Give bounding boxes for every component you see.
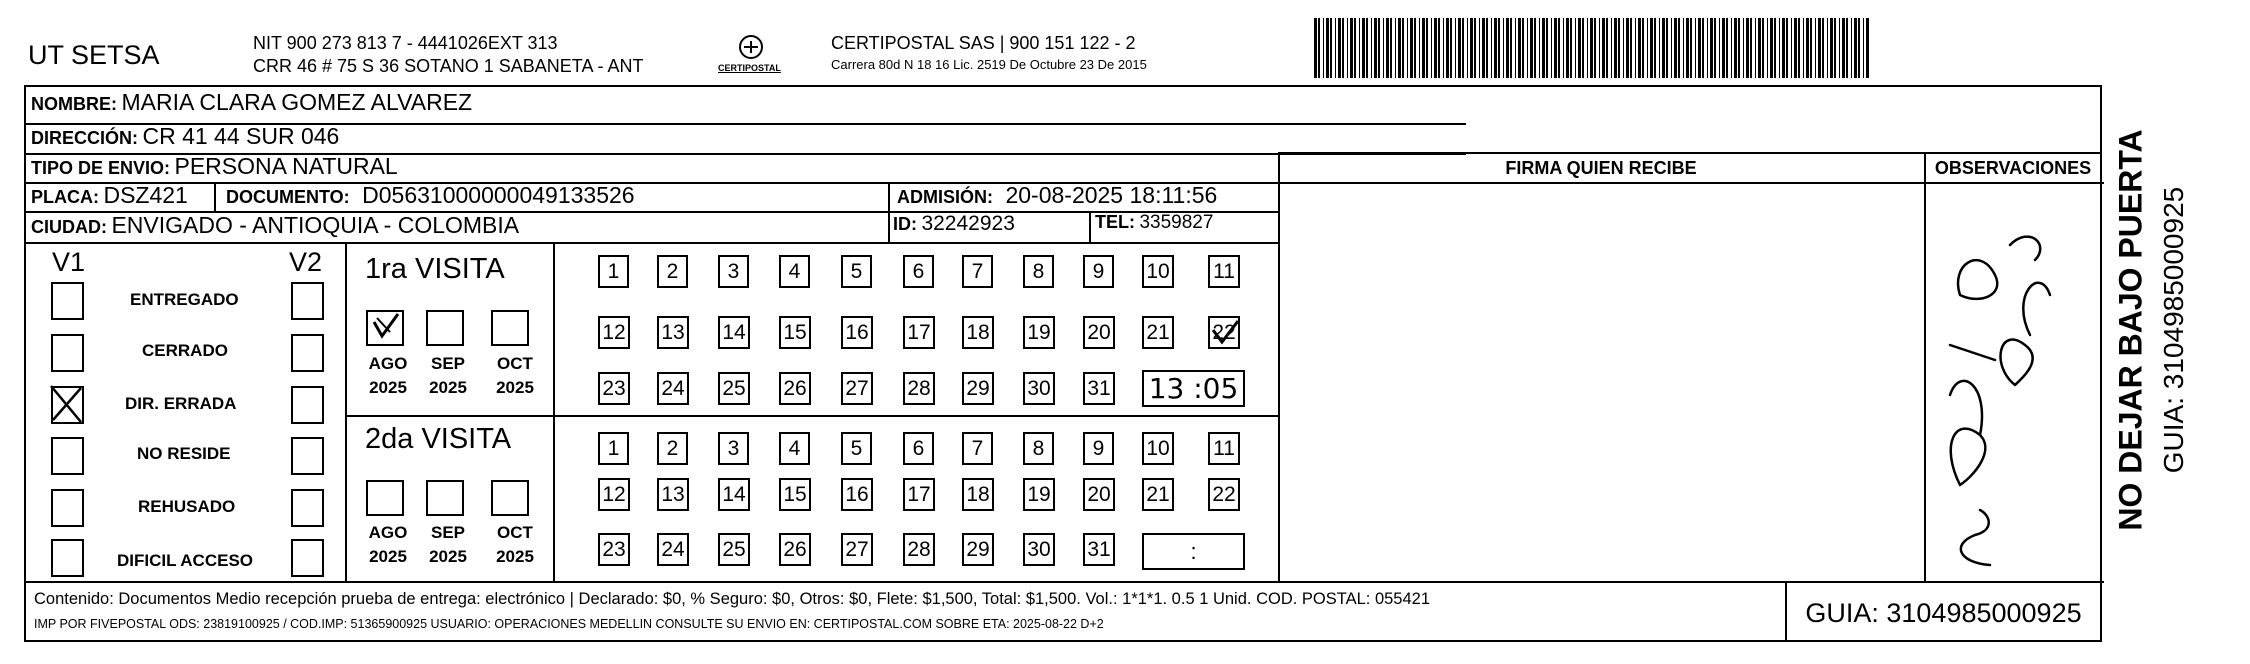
direccion-value: CR 41 44 SUR 046 (142, 123, 340, 149)
barcode-bar (1803, 18, 1804, 78)
barcode-bar (1770, 18, 1773, 78)
barcode-bar (1443, 18, 1444, 78)
v1-cerrado-checkbox[interactable] (51, 334, 84, 372)
tel-row (1095, 212, 1213, 234)
id-row (893, 212, 1015, 236)
first-visit-day-30[interactable]: 30 (1023, 372, 1055, 405)
barcode-bar (1846, 18, 1848, 78)
second-month-ago: AGO (368, 523, 408, 542)
tipo-value: PERSONA NATURAL (174, 153, 398, 179)
status-dir-errada: DIR. ERRADA (125, 394, 237, 413)
barcode-bar (1482, 18, 1485, 78)
first-month-sep: SEP (430, 354, 466, 373)
ciudad-row (31, 212, 519, 239)
address-line: CRR 46 # 75 S 36 SOTANO 1 SABANETA - ANT (253, 56, 644, 76)
direccion-row (31, 123, 339, 150)
certipostal-line: CERTIPOSTAL SAS | 900 151 122 - 2 (831, 33, 1136, 53)
status-no-reside: NO RESIDE (137, 444, 231, 463)
first-visit-day-19[interactable]: 19 (1023, 316, 1055, 349)
barcode-bar (1602, 18, 1605, 78)
barcode-bar (1650, 18, 1653, 78)
license-line: Carrera 80d N 18 16 Lic. 2519 De Octubre 23 De 2015 (831, 57, 1147, 72)
first-visit-time: 13 :05 (1148, 372, 1239, 405)
barcode-bar (1323, 18, 1324, 78)
v2-entregado-checkbox[interactable] (291, 282, 324, 320)
first-year-ago: 2025 (369, 378, 407, 397)
nombre-row (31, 89, 472, 116)
barcode-bar (1494, 18, 1497, 78)
second-visit-month-ago-checkbox[interactable] (366, 480, 404, 516)
barcode-bar (1635, 18, 1636, 78)
barcode-bar (1479, 18, 1480, 78)
admision-label: ADMISIÓN: (897, 187, 993, 207)
second-visit-title: 2da VISITA (365, 423, 512, 455)
second-visit-day-14[interactable]: 14 (718, 478, 750, 511)
second-visit-day-2[interactable]: 2 (657, 432, 688, 465)
direccion-label: DIRECCIÓN: (31, 128, 138, 148)
barcode-bar (1410, 18, 1413, 78)
barcode-bar (1791, 18, 1792, 78)
barcode-bar (1750, 18, 1752, 78)
second-visit-day-25[interactable]: 25 (718, 533, 750, 566)
barcode-bar (1794, 18, 1797, 78)
status-dificil-acceso: DIFICIL ACCESO (117, 551, 254, 570)
barcode-bar (1798, 18, 1800, 78)
barcode-bar (1419, 18, 1420, 78)
barcode-bar (1530, 18, 1533, 78)
barcode-bar (1854, 18, 1857, 78)
second-visit-day-18[interactable]: 18 (962, 478, 994, 511)
second-visit-month-sep-checkbox[interactable] (426, 480, 464, 516)
second-visit-day-29[interactable]: 29 (962, 533, 994, 566)
barcode-bar (1578, 18, 1581, 78)
first-visit-day-22[interactable] (1208, 316, 1240, 349)
first-year-sep: 2025 (429, 378, 467, 397)
second-visit-day-20[interactable]: 20 (1083, 478, 1115, 511)
barcode-bar (1455, 18, 1456, 78)
v2-dir-errada-checkbox[interactable] (291, 386, 324, 424)
placa-row (31, 182, 188, 209)
barcode-bar (1671, 18, 1672, 78)
barcode-bar (1498, 18, 1500, 78)
barcode-bar (1758, 18, 1761, 78)
barcode-bar (1386, 18, 1389, 78)
first-visit-day-12[interactable]: 12 (598, 316, 630, 349)
second-visit-day-26[interactable]: 26 (779, 533, 811, 566)
first-visit-day-25[interactable]: 25 (718, 372, 750, 405)
barcode-bar (1606, 18, 1608, 78)
documento-value: D05631000000049133526 (362, 182, 635, 208)
barcode-bar (1503, 18, 1504, 78)
barcode-bar (1638, 18, 1641, 78)
barcode-bar (1666, 18, 1668, 78)
barcode-bar (1839, 18, 1840, 78)
observaciones-header: OBSERVACIONES (1934, 158, 2092, 178)
second-month-oct: OCT (497, 523, 533, 542)
second-year-sep: 2025 (429, 547, 467, 566)
second-visit-day-12[interactable]: 12 (598, 478, 630, 511)
first-visit-month-sep-checkbox[interactable] (426, 310, 464, 346)
first-visit-day-1[interactable]: 1 (598, 255, 629, 288)
first-visit-day-8[interactable]: 8 (1023, 255, 1054, 288)
first-visit-day-21[interactable]: 21 (1142, 316, 1174, 349)
barcode-bar (1342, 18, 1344, 78)
placa-label: PLACA: (31, 187, 99, 207)
barcode-bar (1371, 18, 1372, 78)
barcode-bar (1594, 18, 1596, 78)
barcode-bar (1491, 18, 1492, 78)
barcode-bar (1314, 18, 1317, 78)
second-visit-day-4[interactable]: 4 (779, 432, 810, 465)
barcode-bar (1686, 18, 1689, 78)
v2-dificil-acceso-checkbox[interactable] (291, 539, 324, 577)
first-visit-day-10[interactable]: 10 (1142, 255, 1174, 288)
barcode-bar (1587, 18, 1588, 78)
first-visit-day-4[interactable]: 4 (779, 255, 810, 288)
barcode-bar (1335, 18, 1336, 78)
barcode-bar (1518, 18, 1521, 78)
barcode-bar (1674, 18, 1677, 78)
barcode-bar (1462, 18, 1464, 78)
barcode-bar (1810, 18, 1812, 78)
barcode-bar (1858, 18, 1860, 78)
barcode-bar (1510, 18, 1512, 78)
barcode-bar (1527, 18, 1528, 78)
v1-dir-errada-checkbox[interactable] (51, 386, 84, 424)
x-mark-icon (49, 384, 82, 422)
v2-no-reside-checkbox[interactable] (291, 437, 324, 475)
second-visit-day-19[interactable]: 19 (1023, 478, 1055, 511)
barcode-bar (1623, 18, 1624, 78)
second-visit-day-17[interactable]: 17 (903, 478, 935, 511)
barcode-bar (1806, 18, 1809, 78)
second-visit-day-28[interactable]: 28 (903, 533, 935, 566)
first-visit-day-7[interactable]: 7 (962, 255, 993, 288)
barcode-bar (1642, 18, 1644, 78)
second-visit-day-24[interactable]: 24 (657, 533, 689, 566)
v1-entregado-checkbox[interactable] (51, 282, 84, 320)
first-visit-day-26[interactable]: 26 (779, 372, 811, 405)
barcode-bar (1842, 18, 1845, 78)
v2-cerrado-checkbox[interactable] (291, 334, 324, 372)
tipo-row (31, 153, 398, 180)
placa-value: DSZ421 (103, 182, 188, 208)
second-visit-day-30[interactable]: 30 (1023, 533, 1055, 566)
second-visit-day-3[interactable]: 3 (718, 432, 749, 465)
imp-line: IMP POR FIVEPOSTAL ODS: 23819100925 / COD.IMP: 51365900925 USUARIO: OPERACIONES MEDELLIN CONSULTE SU ENVIO EN: CERTIPOSTAL.COM SOBRE ETA: 2025-08-22 D+2 (34, 617, 1104, 631)
first-visit-day-27[interactable]: 27 (841, 372, 873, 405)
barcode-bar (1863, 18, 1864, 78)
barcode-bar (1446, 18, 1449, 78)
barcode-bar (1611, 18, 1612, 78)
second-visit-day-31[interactable]: 31 (1083, 533, 1115, 566)
barcode-bar (1426, 18, 1428, 78)
documento-label: DOCUMENTO: (226, 187, 350, 207)
barcode-bar (1551, 18, 1552, 78)
first-visit-day-6[interactable]: 6 (903, 255, 934, 288)
certipostal-logo (706, 33, 796, 81)
second-visit-time-box[interactable] (1142, 533, 1245, 570)
first-month-oct: OCT (497, 354, 533, 373)
certipostal-logo-text: CERTIPOSTAL (718, 63, 781, 73)
first-visit-day-5[interactable]: 5 (841, 255, 872, 288)
second-visit-day-5[interactable]: 5 (841, 432, 872, 465)
barcode-bar (1866, 18, 1869, 78)
second-visit-day-13[interactable]: 13 (657, 478, 689, 511)
firma-header: FIRMA QUIEN RECIBE (1505, 158, 1697, 178)
barcode-bar (1539, 18, 1540, 78)
v1-dificil-acceso-checkbox[interactable] (51, 539, 84, 577)
barcode-bar (1782, 18, 1785, 78)
barcode-bar (1378, 18, 1380, 78)
tel-value: 3359827 (1139, 212, 1214, 233)
first-visit-day-18[interactable]: 18 (962, 316, 994, 349)
v1-rehusado-checkbox[interactable] (51, 489, 84, 527)
id-value: 32242923 (921, 212, 1015, 235)
barcode-bar (1678, 18, 1680, 78)
barcode-bar (1554, 18, 1557, 78)
ciudad-label: CIUDAD: (31, 217, 107, 237)
second-visit-day-11[interactable]: 11 (1208, 432, 1240, 465)
barcode-bar (1542, 18, 1545, 78)
second-visit-day-9[interactable]: 9 (1083, 432, 1114, 465)
barcode-bar (1582, 18, 1584, 78)
barcode-bar (1746, 18, 1749, 78)
second-visit-day-23[interactable]: 23 (598, 533, 630, 566)
barcode-bar (1398, 18, 1401, 78)
barcode-bar (1738, 18, 1740, 78)
barcode-bar (1710, 18, 1713, 78)
status-entregado: ENTREGADO (130, 290, 239, 309)
barcode-bar (1359, 18, 1360, 78)
second-visit-month-oct-checkbox[interactable] (491, 480, 529, 516)
barcode-bar (1383, 18, 1384, 78)
barcode-bar (1822, 18, 1824, 78)
barcode-bar (1470, 18, 1473, 78)
second-visit-day-15[interactable]: 15 (779, 478, 811, 511)
barcode-bar (1767, 18, 1768, 78)
barcode-bar (1722, 18, 1725, 78)
barcode-bar (1414, 18, 1416, 78)
barcode-bar (1522, 18, 1524, 78)
first-visit-month-ago-checkbox[interactable] (366, 310, 404, 346)
ciudad-value: ENVIGADO - ANTIOQUIA - COLOMBIA (111, 212, 520, 238)
barcode-bar (1326, 18, 1329, 78)
v2-rehusado-checkbox[interactable] (291, 489, 324, 527)
barcode-bar (1467, 18, 1468, 78)
v2-header: V2 (289, 247, 323, 277)
recipient-signature (1920, 185, 2100, 575)
admision-value: 20-08-2025 18:11:56 (1005, 182, 1218, 208)
status-cerrado: CERRADO (142, 341, 228, 360)
second-year-oct: 2025 (496, 547, 534, 566)
barcode-bar (1366, 18, 1368, 78)
side-guia: GUIA: 3104985000925 (2158, 186, 2189, 474)
barcode (1312, 18, 1872, 78)
barcode-bar (1626, 18, 1629, 78)
first-visit-day-2[interactable]: 2 (657, 255, 688, 288)
barcode-bar (1659, 18, 1660, 78)
first-visit-day-16[interactable]: 16 (841, 316, 873, 349)
barcode-bar (1630, 18, 1632, 78)
barcode-bar (1330, 18, 1332, 78)
barcode-bar (1338, 18, 1341, 78)
barcode-bar (1450, 18, 1452, 78)
first-visit-day-24[interactable]: 24 (657, 372, 689, 405)
barcode-bar (1726, 18, 1728, 78)
barcode-bar (1851, 18, 1852, 78)
second-visit-day-6[interactable]: 6 (903, 432, 934, 465)
admision-row (897, 182, 1217, 209)
second-month-sep: SEP (430, 523, 466, 542)
first-visit-time-box[interactable] (1142, 370, 1245, 407)
barcode-bar (1834, 18, 1836, 78)
barcode-bar (1590, 18, 1593, 78)
first-visit-day-31[interactable]: 31 (1083, 372, 1115, 405)
company-name: UT SETSA (28, 40, 160, 70)
first-visit-day-20[interactable]: 20 (1083, 316, 1115, 349)
barcode-bar (1395, 18, 1396, 78)
barcode-bar (1347, 18, 1348, 78)
barcode-bar (1431, 18, 1432, 78)
first-month-ago: AGO (368, 354, 408, 373)
barcode-bar (1779, 18, 1780, 78)
v1-header: V1 (52, 247, 86, 277)
certipostal-logo-icon (706, 33, 796, 81)
first-visit-day-15[interactable]: 15 (779, 316, 811, 349)
barcode-bar (1690, 18, 1692, 78)
no-dejar-notice: NO DEJAR BAJO PUERTA (2112, 129, 2149, 531)
barcode-bar (1774, 18, 1776, 78)
barcode-bar (1755, 18, 1756, 78)
first-visit-day-11[interactable]: 11 (1208, 255, 1240, 288)
barcode-bar (1731, 18, 1732, 78)
contenido-line: Contenido: Documentos Medio recepción prueba de entrega: electrónico | Declarado: $0, % Seguro: $0, Otros: $0, Flete: $1,500, Total: $1,500. Vol.: 1*1*1. 0.5 1 Unid. COD. POSTAL: 055421 (34, 590, 1431, 608)
barcode-bar (1506, 18, 1509, 78)
barcode-bar (1762, 18, 1764, 78)
barcode-bar (1318, 18, 1320, 78)
barcode-bar (1827, 18, 1828, 78)
v1-no-reside-checkbox[interactable] (51, 437, 84, 475)
footer-guia: GUIA: 3104985000925 (1805, 598, 2082, 628)
first-visit-day-3[interactable]: 3 (718, 255, 749, 288)
barcode-bar (1563, 18, 1564, 78)
nombre-label: NOMBRE: (31, 94, 117, 114)
barcode-bar (1374, 18, 1377, 78)
tipo-label: TIPO DE ENVIO: (31, 158, 171, 178)
barcode-bar (1474, 18, 1476, 78)
second-visit-day-27[interactable]: 27 (841, 533, 873, 566)
barcode-bar (1402, 18, 1404, 78)
barcode-bar (1707, 18, 1708, 78)
barcode-bar (1422, 18, 1425, 78)
first-visit-day-13[interactable]: 13 (657, 316, 689, 349)
second-visit-day-10[interactable]: 10 (1142, 432, 1174, 465)
first-visit-day-28[interactable]: 28 (903, 372, 935, 405)
barcode-bar (1662, 18, 1665, 78)
barcode-bar (1575, 18, 1576, 78)
barcode-bar (1830, 18, 1833, 78)
barcode-bar (1546, 18, 1548, 78)
barcode-bar (1486, 18, 1488, 78)
first-visit-day-23[interactable]: 23 (598, 372, 630, 405)
status-rehusado: REHUSADO (138, 497, 236, 516)
first-visit-day-29[interactable]: 29 (962, 372, 994, 405)
nit-line: NIT 900 273 813 7 - 4441026EXT 313 (253, 33, 558, 53)
barcode-bar (1818, 18, 1821, 78)
barcode-bar (1698, 18, 1701, 78)
first-visit-title: 1ra VISITA (365, 253, 505, 285)
second-visit-day-16[interactable]: 16 (841, 478, 873, 511)
barcode-bar (1438, 18, 1440, 78)
first-visit-month-oct-checkbox[interactable] (491, 310, 529, 346)
barcode-bar (1566, 18, 1569, 78)
barcode-bar (1734, 18, 1737, 78)
check-mark-icon (368, 312, 402, 344)
barcode-bar (1350, 18, 1353, 78)
tel-label: TEL: (1095, 212, 1135, 232)
nombre-value: MARIA CLARA GOMEZ ALVAREZ (121, 89, 473, 115)
second-visit-day-1[interactable]: 1 (598, 432, 629, 465)
second-year-ago: 2025 (369, 547, 407, 566)
first-visit-day-22-label: 22 (1212, 321, 1236, 344)
barcode-bar (1654, 18, 1656, 78)
first-visit-day-9[interactable]: 9 (1083, 255, 1114, 288)
barcode-bar (1714, 18, 1716, 78)
barcode-bar (1434, 18, 1437, 78)
second-visit-day-21[interactable]: 21 (1142, 478, 1174, 511)
first-visit-day-17[interactable]: 17 (903, 316, 935, 349)
second-visit-time: : (1190, 539, 1197, 564)
barcode-bar (1618, 18, 1620, 78)
barcode-bar (1534, 18, 1536, 78)
documento-row (226, 182, 635, 209)
second-visit-day-8[interactable]: 8 (1023, 432, 1054, 465)
barcode-bar (1362, 18, 1365, 78)
first-year-oct: 2025 (496, 378, 534, 397)
second-visit-day-22[interactable]: 22 (1208, 478, 1240, 511)
barcode-bar (1515, 18, 1516, 78)
barcode-bar (1407, 18, 1408, 78)
barcode-bar (1599, 18, 1600, 78)
barcode-bar (1458, 18, 1461, 78)
barcode-bar (1683, 18, 1684, 78)
first-visit-day-14[interactable]: 14 (718, 316, 750, 349)
barcode-bar (1786, 18, 1788, 78)
barcode-bar (1743, 18, 1744, 78)
barcode-bar (1647, 18, 1648, 78)
barcode-bar (1390, 18, 1392, 78)
barcode-bar (1558, 18, 1560, 78)
barcode-bar (1815, 18, 1816, 78)
barcode-bar (1702, 18, 1704, 78)
barcode-bar (1614, 18, 1617, 78)
barcode-bar (1719, 18, 1720, 78)
barcode-bar (1695, 18, 1696, 78)
id-label: ID: (893, 214, 917, 234)
second-visit-day-7[interactable]: 7 (962, 432, 993, 465)
barcode-bar (1570, 18, 1572, 78)
barcode-bar (1354, 18, 1356, 78)
